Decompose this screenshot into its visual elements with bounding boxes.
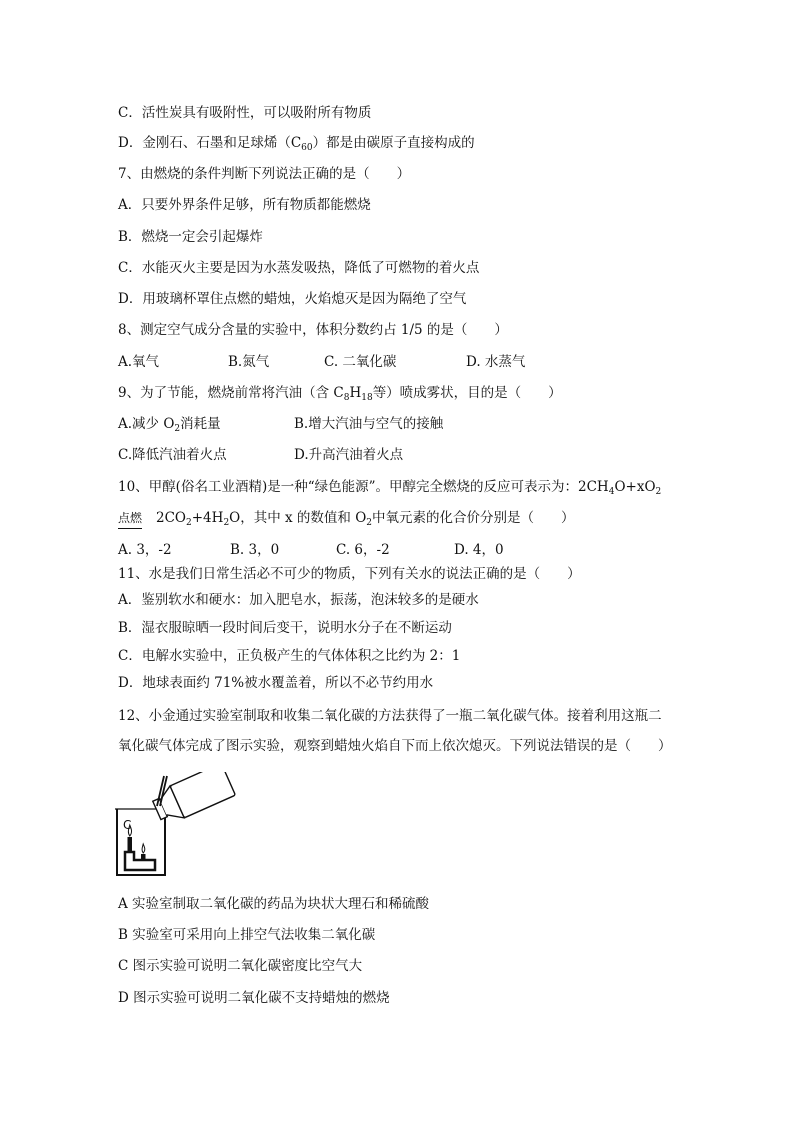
q10-option-d: D. 4，0 [454, 542, 504, 558]
q12-option-b: B 实验室可采用向上排空气法收集二氧化碳 [118, 927, 376, 943]
q9a-text-post: 消耗量 [180, 416, 221, 432]
q10-l2-subscript-1: 2 [186, 518, 192, 528]
q7-option-b: B．燃烧一定会引起爆炸 [118, 229, 263, 245]
upper-candle-icon [128, 837, 133, 852]
q7-option-d: D．用玻璃杯罩住点燃的蜡烛，火焰熄灭是因为隔绝了空气 [118, 291, 467, 307]
q11-option-d: D．地球表面约 71%被水覆盖着，所以不必节约用水 [118, 675, 434, 691]
q9-options-row2 [118, 446, 718, 464]
beaker-label: C [123, 818, 132, 832]
step-stand [125, 852, 155, 870]
q9-subscript-2: 18 [361, 393, 373, 403]
q10-l2-subscript-2: 2 [223, 518, 230, 528]
reaction-condition [118, 509, 142, 527]
q9-option-d: D.升高汽油着火点 [294, 447, 404, 463]
q6d-text-pre: D．金刚石、石墨和足球烯（C [118, 135, 302, 151]
q10-stem-line2 [118, 509, 575, 532]
q9-text-mid: H [349, 385, 362, 401]
q9a-text-pre: A.减少 O [118, 416, 175, 432]
q9-text-pre: 9、为了节能，燃烧前常将汽油（含 C [118, 385, 344, 401]
q7-option-c: C．水能灭火主要是因为水蒸发吸热，降低了可燃物的着火点 [118, 260, 480, 276]
lower-candle-flame-icon [142, 844, 145, 853]
q8-stem: 8、测定空气成分含量的实验中，体积分数约占 1/5 的是（ ） [118, 322, 508, 338]
q12-option-c: C 图示实验可说明二氧化碳密度比空气大 [118, 958, 363, 974]
q11-stem: 11、水是我们日常生活必不可少的物质，下列有关水的说法正确的是（ ） [118, 566, 581, 582]
lower-candle-icon [141, 854, 146, 861]
q9-subscript-1: 8 [343, 393, 350, 403]
q8-option-c: C. 二氧化碳 [324, 354, 397, 370]
q10-stem-line1 [118, 478, 661, 501]
q9a-subscript: 2 [174, 424, 181, 434]
reaction-condition-text: 点燃 [118, 511, 143, 525]
q8-option-a: A.氧气 [118, 354, 160, 370]
q8-options [118, 353, 718, 371]
q12-stem-line1: 12、小金通过实验室制取和收集二氧化碳的方法获得了一瓶二氧化碳气体。接着利用这瓶二 [118, 708, 662, 724]
q12-option-d: D 图示实验可说明二氧化碳不支持蜡烛的燃烧 [118, 990, 390, 1006]
q10-l2-text-d: 中氧元素的化合价分别是（ ） [372, 510, 575, 526]
q10-l1-subscript-1: 4 [608, 487, 615, 497]
q7-stem: 7、由燃烧的条件判断下列说法正确的是（ ） [118, 166, 411, 182]
q10-option-c: C. 6，-2 [336, 542, 390, 558]
q10-l1-subscript-2: 2 [655, 487, 662, 497]
q7-option-a: A．只要外界条件足够，所有物质都能燃烧 [118, 197, 371, 213]
q10-l2-text-a: 2CO [156, 510, 187, 526]
q10-l1-text-a: 10、甲醇(俗名工业酒精)是一种“绿色能源”。甲醇完全燃烧的反应可表示为：2CH [118, 479, 609, 495]
reaction-arrow-bar [118, 528, 142, 529]
q11-option-a: A．鉴别软水和硬水：加入肥皂水，振荡，泡沫较多的是硬水 [118, 592, 479, 608]
q8-option-b: B.氮气 [228, 354, 270, 370]
q6-option-d [118, 134, 475, 157]
q6d-subscript: 60 [301, 143, 313, 153]
q10-l2-text-b: +4H [191, 510, 224, 526]
q8-option-d: D. 水蒸气 [466, 354, 526, 370]
q11-option-b: B．湿衣服晾晒一段时间后变干，说明水分子在不断运动 [118, 620, 452, 636]
co2-candle-experiment-figure [112, 772, 247, 882]
q9-option-b: B.增大汽油与空气的接触 [294, 416, 444, 432]
q10-l2-subscript-3: 2 [366, 518, 373, 528]
q9-text-post: 等）喷成雾状，目的是（ ） [372, 385, 562, 401]
q6-option-c: C．活性炭具有吸附性，可以吸附所有物质 [118, 105, 372, 121]
q9-options-row1 [118, 415, 718, 433]
q10-options [118, 541, 718, 559]
q10-option-b: B. 3，0 [230, 542, 280, 558]
q10-option-a: A. 3，-2 [118, 542, 172, 558]
q6d-text-post: ）都是由碳原子直接构成的 [312, 135, 475, 151]
q11-option-c: C．电解水实验中，正负极产生的气体体积之比约为 2：1 [118, 648, 461, 664]
q9-option-c: C.降低汽油着火点 [118, 447, 227, 463]
q9-stem [118, 384, 562, 407]
q10-l1-text-b: O+xO [614, 479, 656, 495]
q9-option-a [118, 415, 221, 438]
q12-option-a: A 实验室制取二氧化碳的药品为块状大理石和稀硫酸 [118, 896, 430, 912]
q10-l2-text-c: O，其中 x 的数值和 O [229, 510, 367, 526]
q12-stem-line2: 氧化碳气体完成了图示实验，观察到蜡烛火焰自下而上依次熄灭。下列说法错误的是（ ） [118, 738, 672, 754]
